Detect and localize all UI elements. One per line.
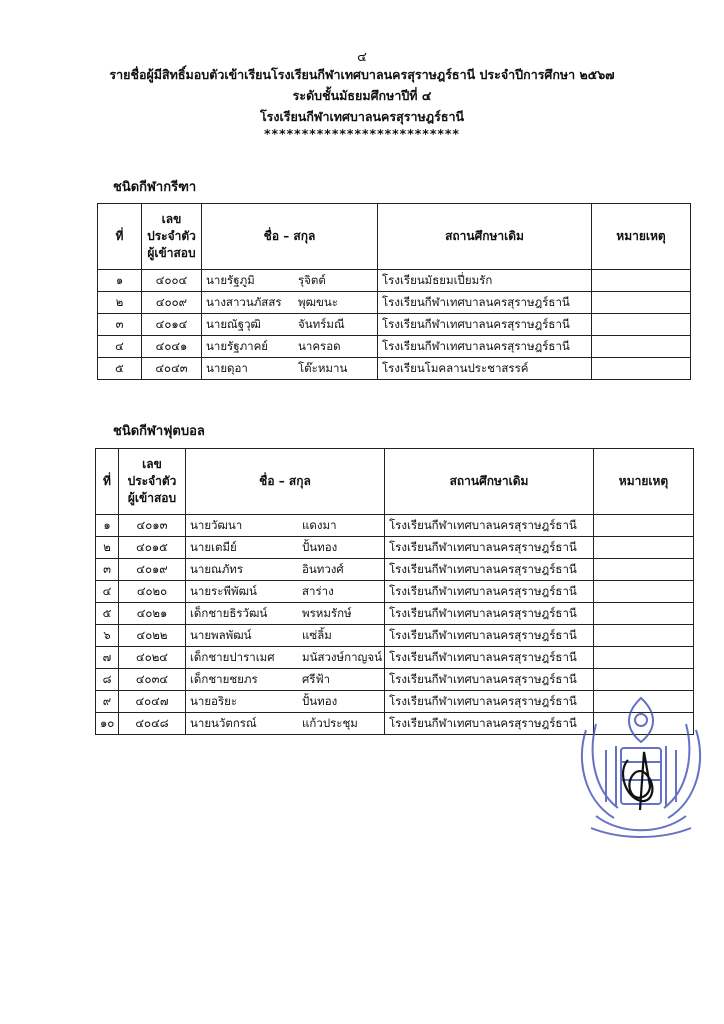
last-name: รุจิตต์ bbox=[298, 273, 326, 287]
row-note bbox=[594, 647, 694, 669]
first-name: เด็กชายปาราเมศ bbox=[190, 650, 275, 664]
col-exam-id-l1: เลข bbox=[161, 212, 182, 226]
row-no: ๙ bbox=[96, 691, 119, 713]
table-row bbox=[96, 647, 694, 669]
row-no: ๓ bbox=[98, 314, 142, 336]
first-name: นายเตมีย์ bbox=[190, 540, 237, 554]
row-school: โรงเรียนกีฬาเทศบาลนครสุราษฎร์ธานี bbox=[385, 603, 594, 625]
row-exam-id: ๔๐๐๔ bbox=[142, 270, 202, 292]
row-name bbox=[186, 581, 385, 603]
first-name: เด็กชายชยภร bbox=[190, 672, 258, 686]
row-no: ๖ bbox=[96, 625, 119, 647]
col-name: ชื่อ – สกุล bbox=[186, 449, 385, 515]
row-exam-id: ๔๐๒๒ bbox=[119, 625, 186, 647]
row-exam-id: ๔๐๔๗ bbox=[119, 691, 186, 713]
row-name bbox=[202, 270, 378, 292]
row-school: โรงเรียนกีฬาเทศบาลนครสุราษฎร์ธานี bbox=[385, 647, 594, 669]
row-name bbox=[186, 537, 385, 559]
last-name: สาร่าง bbox=[302, 584, 334, 598]
row-name bbox=[202, 314, 378, 336]
header-school: โรงเรียนกีฬาเทศบาลนครสุราษฎร์ธานี bbox=[259, 109, 465, 124]
row-no: ๑ bbox=[96, 515, 119, 537]
row-note bbox=[592, 358, 691, 380]
row-no: ๗ bbox=[96, 647, 119, 669]
row-no: ๓ bbox=[96, 559, 119, 581]
row-name bbox=[186, 515, 385, 537]
row-name bbox=[202, 292, 378, 314]
col-note: หมายเหตุ bbox=[592, 204, 691, 270]
row-no: ๒ bbox=[98, 292, 142, 314]
last-name: แซ่ลิ้ม bbox=[302, 628, 332, 642]
last-name: แก้วประชุม bbox=[302, 716, 358, 730]
col-exam-id-l3: ผู้เข้าสอบ bbox=[127, 491, 177, 505]
row-school: โรงเรียนกีฬาเทศบาลนครสุราษฎร์ธานี bbox=[378, 292, 592, 314]
first-name: เด็กชายธิรวัฒน์ bbox=[190, 606, 268, 620]
table-header-row bbox=[96, 449, 694, 515]
row-name bbox=[186, 713, 385, 735]
last-name: ปั้นทอง bbox=[302, 694, 338, 708]
table-row bbox=[98, 292, 691, 314]
row-exam-id: ๔๐๑๓ bbox=[119, 515, 186, 537]
col-school: สถานศึกษาเดิม bbox=[378, 204, 592, 270]
row-note bbox=[592, 314, 691, 336]
row-name bbox=[186, 647, 385, 669]
col-exam-id bbox=[142, 204, 202, 270]
row-note bbox=[594, 515, 694, 537]
row-exam-id: ๔๐๔๑ bbox=[142, 336, 202, 358]
row-name bbox=[186, 669, 385, 691]
row-no: ๕ bbox=[96, 603, 119, 625]
row-exam-id: ๔๐๔๘ bbox=[119, 713, 186, 735]
section-title-football: ชนิดกีฬาฟุตบอล bbox=[113, 424, 205, 439]
row-name bbox=[186, 603, 385, 625]
col-school: สถานศึกษาเดิม bbox=[385, 449, 594, 515]
col-no: ที่ bbox=[98, 204, 142, 270]
page-number: ๔ bbox=[357, 50, 367, 65]
row-exam-id: ๔๐๒๐ bbox=[119, 581, 186, 603]
row-no: ๑๐ bbox=[96, 713, 119, 735]
row-exam-id: ๔๐๓๔ bbox=[119, 669, 186, 691]
table-row bbox=[98, 336, 691, 358]
row-school: โรงเรียนกีฬาเทศบาลนครสุราษฎร์ธานี bbox=[385, 691, 594, 713]
athletics-table bbox=[97, 203, 691, 380]
col-no: ที่ bbox=[96, 449, 119, 515]
row-name bbox=[186, 625, 385, 647]
first-name: นายรัฐภาคย์ bbox=[206, 339, 269, 353]
first-name: นางสาวนภัสสร bbox=[206, 295, 282, 309]
table-row bbox=[96, 669, 694, 691]
row-school: โรงเรียนกีฬาเทศบาลนครสุราษฎร์ธานี bbox=[385, 581, 594, 603]
row-name bbox=[186, 691, 385, 713]
last-name: ศรีฟ้า bbox=[302, 672, 331, 686]
header-title: รายชื่อผู้มีสิทธิ์มอบตัวเข้าเรียนโรงเรียนกีฬาเทศบาลนครสุราษฎร์ธานี ประจำปีการศึกษา ๒๕๖๗ bbox=[109, 67, 615, 82]
school-seal-icon bbox=[566, 690, 716, 840]
row-no: ๔ bbox=[96, 581, 119, 603]
row-note bbox=[594, 537, 694, 559]
row-exam-id: ๔๐๒๑ bbox=[119, 603, 186, 625]
first-name: นายณัฐวุฒิ bbox=[206, 317, 261, 331]
col-note: หมายเหตุ bbox=[594, 449, 694, 515]
row-school: โรงเรียนกีฬาเทศบาลนครสุราษฎร์ธานี bbox=[378, 314, 592, 336]
row-exam-id: ๔๐๔๓ bbox=[142, 358, 202, 380]
first-name: นายดุอา bbox=[206, 361, 248, 375]
first-name: นายรัฐภูมิ bbox=[206, 273, 255, 287]
last-name: มนัสวงษ์กาญจน์ bbox=[302, 650, 382, 664]
last-name: จันทร์มณี bbox=[298, 317, 345, 331]
last-name: โต๊ะหมาน bbox=[298, 361, 348, 375]
row-school: โรงเรียนกีฬาเทศบาลนครสุราษฎร์ธานี bbox=[385, 713, 594, 735]
row-school: โรงเรียนกีฬาเทศบาลนครสุราษฎร์ธานี bbox=[385, 669, 594, 691]
table-row bbox=[98, 358, 691, 380]
last-name: นาครอด bbox=[298, 339, 341, 353]
last-name: พรหมรักษ์ bbox=[302, 606, 352, 620]
first-name: นายอริยะ bbox=[190, 694, 238, 708]
table-row bbox=[98, 314, 691, 336]
row-note bbox=[594, 581, 694, 603]
first-name: นายระพีพัฒน์ bbox=[190, 584, 257, 598]
first-name: นายพลพัฒน์ bbox=[190, 628, 252, 642]
row-school: โรงเรียนโมคลานประชาสรรค์ bbox=[378, 358, 592, 380]
row-no: ๒ bbox=[96, 537, 119, 559]
row-school: โรงเรียนกีฬาเทศบาลนครสุราษฎร์ธานี bbox=[385, 515, 594, 537]
last-name: ปั้นทอง bbox=[302, 540, 338, 554]
row-note bbox=[594, 559, 694, 581]
row-note bbox=[592, 336, 691, 358]
last-name: พุฒขนะ bbox=[298, 295, 338, 309]
row-name bbox=[202, 358, 378, 380]
row-exam-id: ๔๐๑๕ bbox=[119, 537, 186, 559]
row-note bbox=[592, 292, 691, 314]
header-divider: ************************** bbox=[264, 126, 460, 141]
table-header-row bbox=[98, 204, 691, 270]
row-note bbox=[594, 625, 694, 647]
row-no: ๕ bbox=[98, 358, 142, 380]
last-name: อินทวงศ์ bbox=[302, 562, 344, 576]
table-row bbox=[96, 537, 694, 559]
row-exam-id: ๔๐๑๔ bbox=[142, 314, 202, 336]
row-name bbox=[186, 559, 385, 581]
row-exam-id: ๔๐๑๙ bbox=[119, 559, 186, 581]
table-row bbox=[98, 270, 691, 292]
row-note bbox=[592, 270, 691, 292]
row-note bbox=[594, 669, 694, 691]
table-row bbox=[96, 559, 694, 581]
document-header bbox=[0, 64, 724, 141]
first-name: นายณภัทร bbox=[190, 562, 244, 576]
first-name: นายนวัตกรณ์ bbox=[190, 716, 257, 730]
col-exam-id-l2: ประจำตัว bbox=[147, 229, 196, 243]
col-exam-id-l2: ประจำตัว bbox=[127, 474, 177, 488]
row-school: โรงเรียนกีฬาเทศบาลนครสุราษฎร์ธานี bbox=[385, 625, 594, 647]
row-no: ๘ bbox=[96, 669, 119, 691]
row-no: ๑ bbox=[98, 270, 142, 292]
row-no: ๔ bbox=[98, 336, 142, 358]
first-name: นายวัฒนา bbox=[190, 518, 243, 532]
col-name: ชื่อ – สกุล bbox=[202, 204, 378, 270]
col-exam-id-l1: เลข bbox=[142, 457, 162, 471]
table-row bbox=[96, 515, 694, 537]
col-exam-id bbox=[119, 449, 186, 515]
table-row bbox=[96, 603, 694, 625]
table-row bbox=[96, 625, 694, 647]
row-name bbox=[202, 336, 378, 358]
last-name: แดงมา bbox=[302, 518, 337, 532]
athletics-rows bbox=[98, 270, 691, 380]
row-school: โรงเรียนมัธยมเปี่ยมรัก bbox=[378, 270, 592, 292]
section-title-athletics: ชนิดกีฬากรีฑา bbox=[113, 180, 197, 195]
row-school: โรงเรียนกีฬาเทศบาลนครสุราษฎร์ธานี bbox=[385, 537, 594, 559]
table-row bbox=[96, 581, 694, 603]
row-school: โรงเรียนกีฬาเทศบาลนครสุราษฎร์ธานี bbox=[385, 559, 594, 581]
row-exam-id: ๔๐๒๔ bbox=[119, 647, 186, 669]
row-school: โรงเรียนกีฬาเทศบาลนครสุราษฎร์ธานี bbox=[378, 336, 592, 358]
row-note bbox=[594, 603, 694, 625]
row-exam-id: ๔๐๐๙ bbox=[142, 292, 202, 314]
col-exam-id-l3: ผู้เข้าสอบ bbox=[147, 246, 196, 260]
header-level: ระดับชั้นมัธยมศึกษาปีที่ ๔ bbox=[292, 88, 432, 103]
